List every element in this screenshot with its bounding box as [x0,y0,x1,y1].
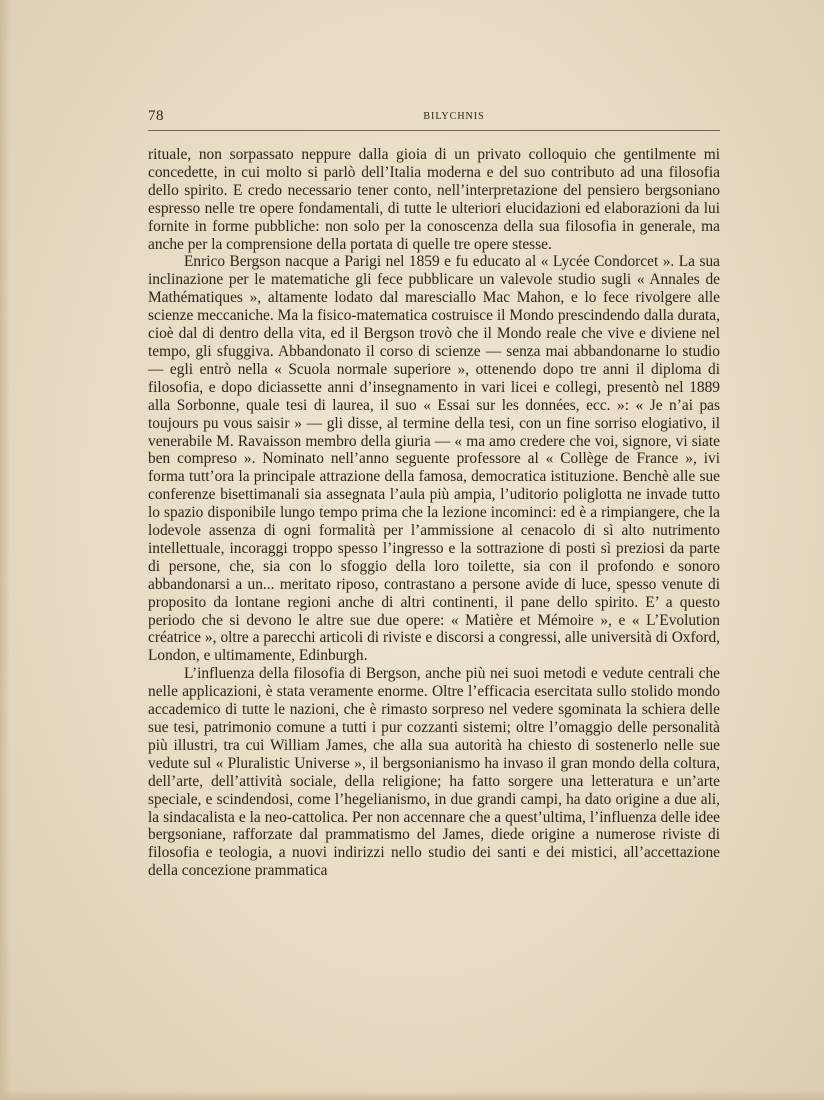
paragraph-1: rituale, non sorpassato neppure dalla gioia di un privato colloquio che gentilmente mi concedette, in cui molto si parlò dell’Italia moderna e del suo contributo ad una filosofia dello spirito. E credo necessario tener conto, nell’interpretazione del pensiero bergsoniano espresso nelle tre opere fondamentali, di tutte le ulteriori elucidazioni ed elaborazioni da lui fornite in forme pubbliche: non solo per la conoscenza della sua filosofia in generale, ma anche per la comprensione della portata di quelle tre opere stesse. [148,146,720,253]
page-header [148,108,720,130]
page-number: 78 [148,108,164,124]
page-edge-shadow-left [0,0,10,1100]
paragraph-3: L’influenza della filosofia di Bergson, anche più nei suoi metodi e vedute centrali che nelle applicazioni, è stata veramente enorme. Oltre l’efficacia esercitata sullo stolido mondo accademico di tutte le nazioni, che è rimasto sorpreso nel vedere sgominata la schiera delle sue tesi, patrimonio comune a tutti i pur cozzanti sistemi; oltre l’omaggio delle personalità più illustri, tra cui William James, che alla sua autorità ha chiesto di sostenerlo nelle sue vedute sul « Pluralistic Universe », il bergsonianismo ha invaso il gran mondo della coltura, dell’arte, dell’attività sociale, della religione; ha fatto sorgere una letteratura e un’arte speciale, e scindendosi, come l’hegelianismo, in due grandi campi, ha dato origine a due ali, la sindacalista e la neo-cattolica. Per non accennare che a quest’ultima, l’influenza delle idee bergsoniane, rafforzate dal prammatismo del James, diede origine a numerose riviste di filosofia e teologia, a nuovi indirizzi nello studio dei santi e dei mistici, all’accettazione della concezione prammatica [148,665,720,880]
running-head: BILYCHNIS [423,111,485,122]
body-text [148,146,720,880]
header-rule [148,130,720,131]
paragraph-2: Enrico Bergson nacque a Parigi nel 1859 e fu educato al « Lycée Condorcet ». La sua inclinazione per le matematiche gli fece pubblicare un valevole studio sugli « Annales de Mathématiques », altamente lodato dal maresciallo Mac Mahon, e lo fece rivolgere alle scienze meccaniche. Ma la fisico-matematica costruisce il Mondo prescindendo dalla durata, cioè dal di dentro della vita, ed il Bergson trovò che il Mondo reale che vive e diviene nel tempo, gli sfuggiva. Abbandonato il corso di scienze — senza mai abbandonarne lo studio — egli entrò nella « Scuola normale superiore », ottenendo dopo tre anni il diploma di filosofia, e dopo diciassette anni d’insegnamento in vari licei e collegi, presentò nel 1889 alla Sorbonne, quale tesi di laurea, il suo « Essai sur les données, ecc. »: « Je n’ai pas toujours pu vous saisir » — gli disse, al termine della tesi, con un fine sorriso elogiativo, il venerabile M. Ravaisson membro della giuria — « ma amo credere che voi, signore, vi siate ben compreso ». Nominato nell’anno seguente professore al « Collège de France », ivi forma tutt’ora la principale attrazione della famosa, democratica istituzione. Benchè alle sue conferenze bisettimanali sia assegnata l’aula più ampia, l’uditorio poliglotta ne invade tutto lo spazio disponibile lungo tempo prima che la lezione incominci: ed è a rimpiangere, che la lodevole assenza di ogni formalità per l’ammissione al cenacolo di sì alto nutrimento intellettuale, incoraggi troppo spesso l’ingresso e la sottrazione di posti sì preziosi da parte di persone, che, sia con lo sfoggio della loro toilette, sia con il profondo e sonoro abbandonarsi a un... meritato riposo, contrastano a persone avide di luce, spesso venute di proposito da lontane regioni anche di altri continenti, il pane dello spirito. E’ a questo periodo che si devono le altre sue due opere: « Matière et Mémoire », e « L’Evolution créatrice », oltre a parecchi articoli di riviste e discorsi a congressi, alle università di Oxford, London, e ultimamente, Edinburgh. [148,253,720,665]
page-edge-shadow-bottom [0,1090,824,1100]
